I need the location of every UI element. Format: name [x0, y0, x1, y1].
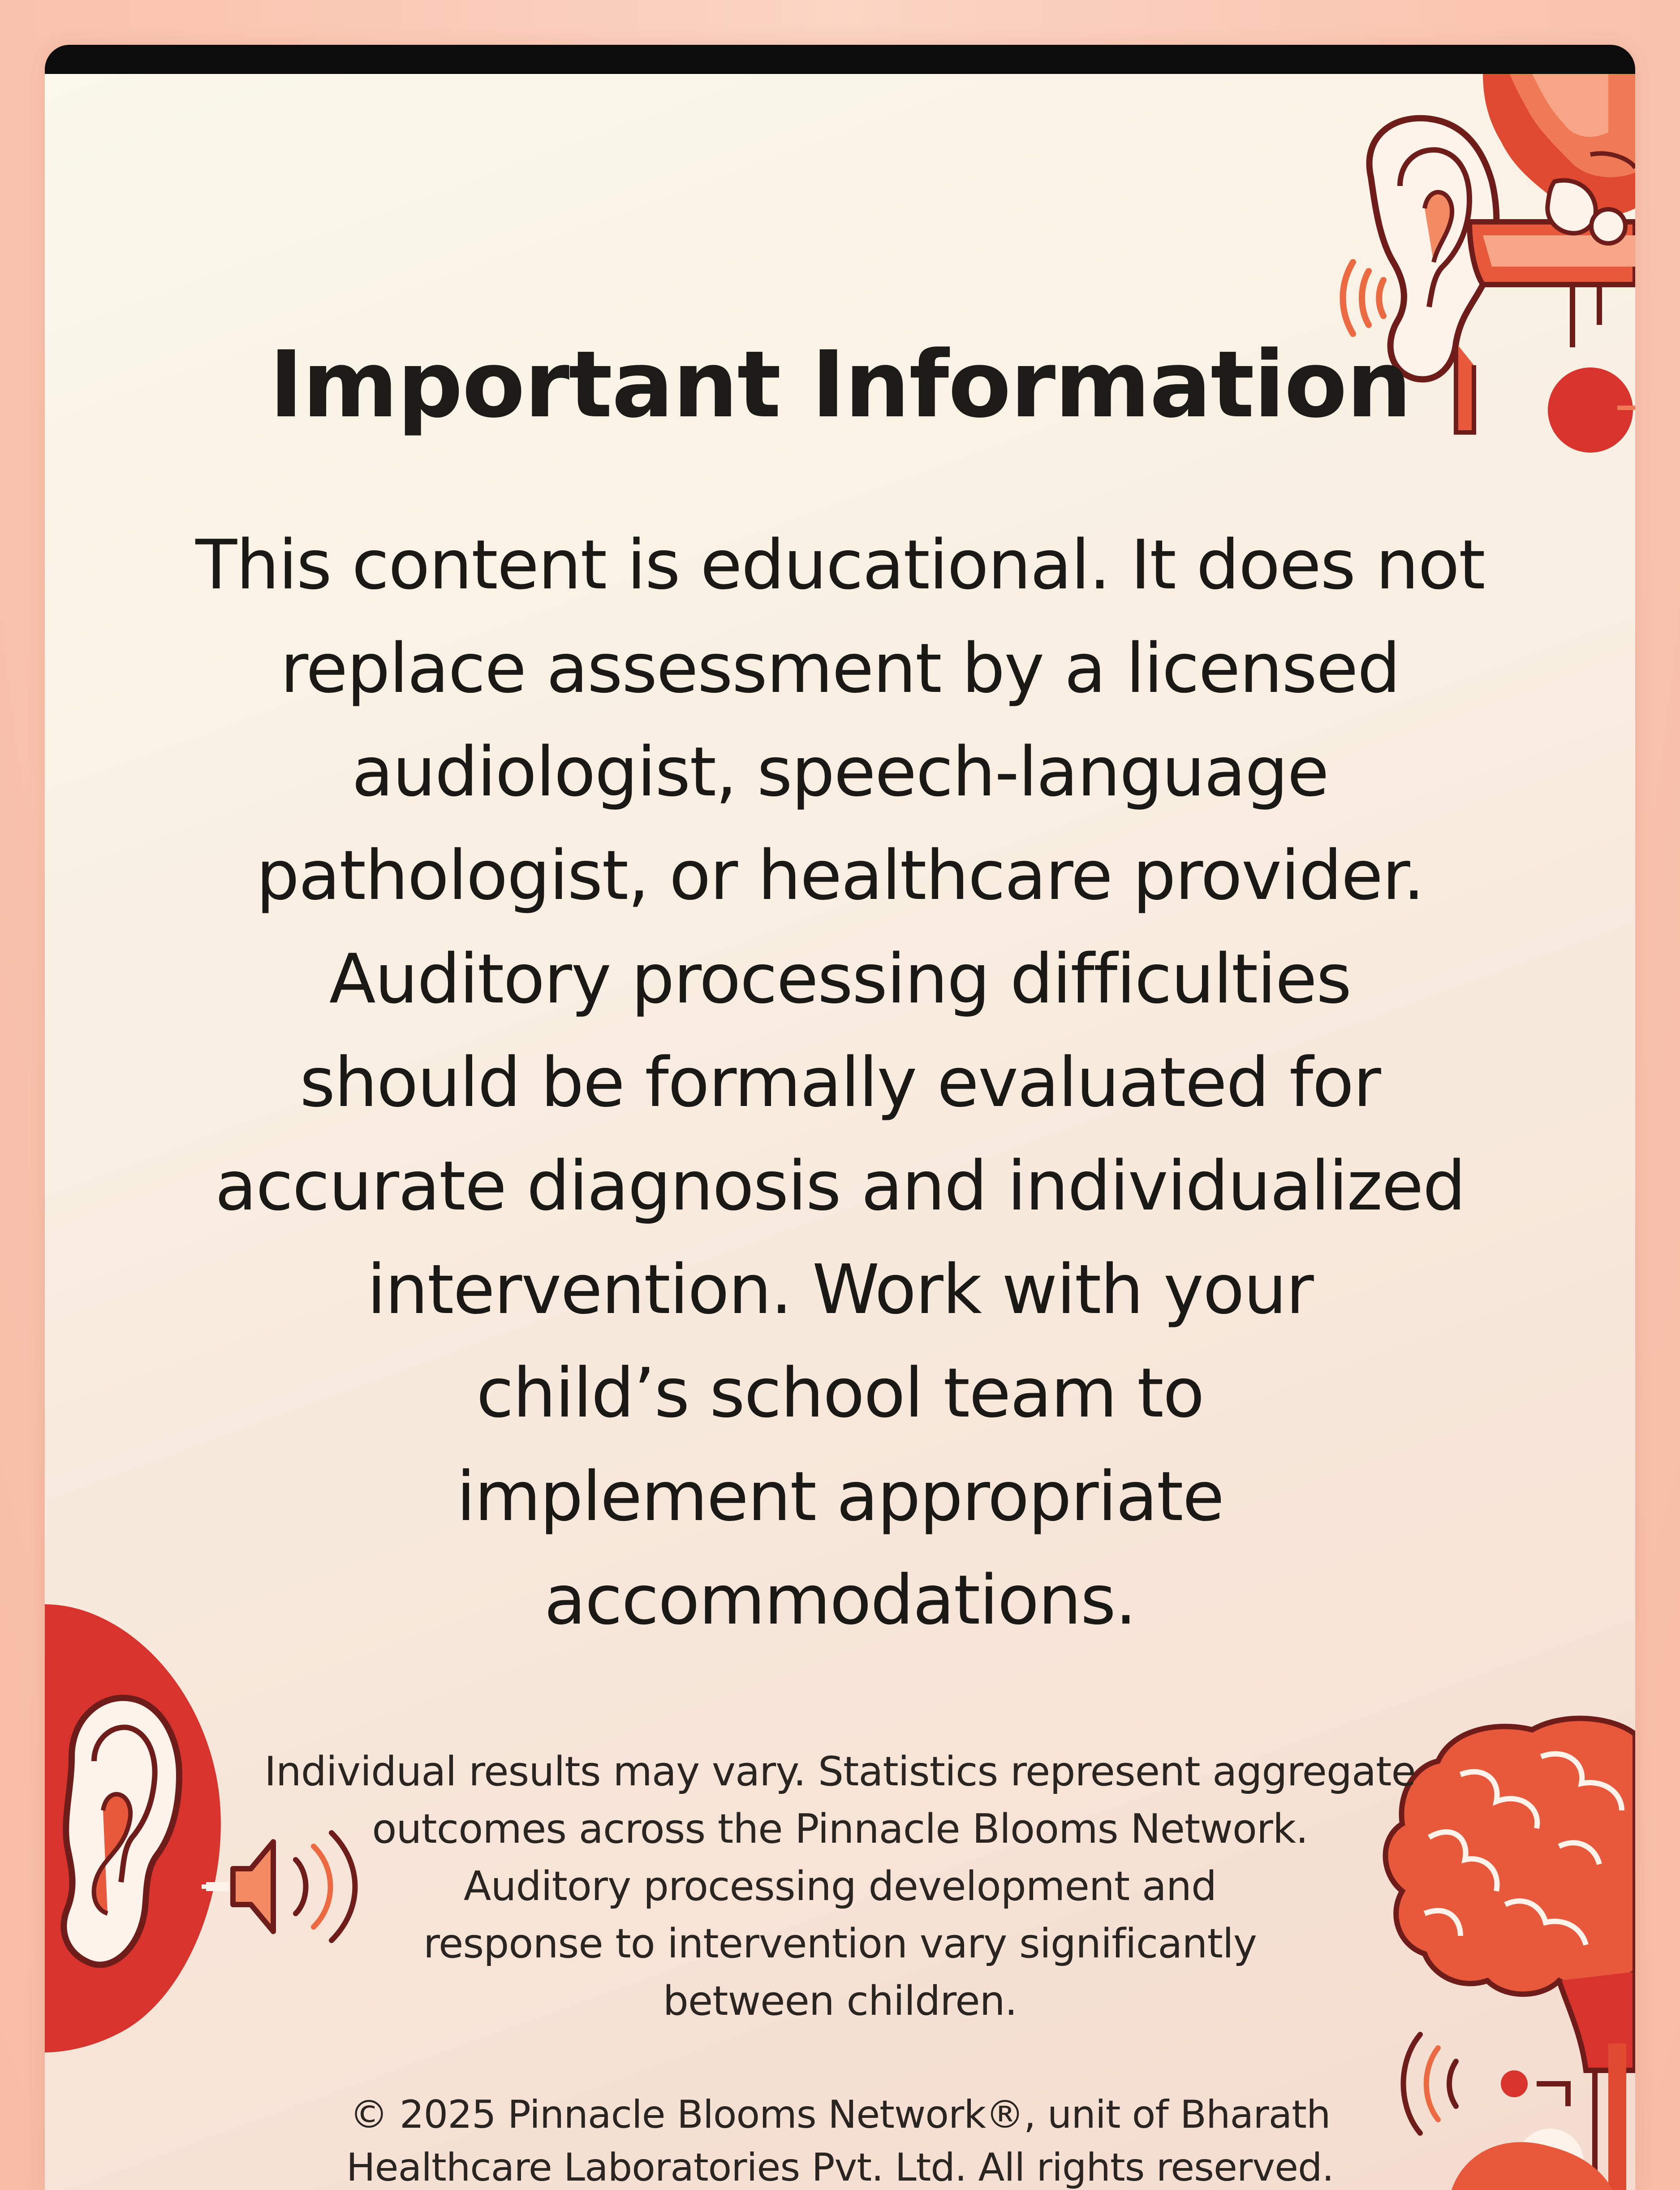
disclaimer-line: outcomes across the Pinnacle Blooms Network.: [372, 1806, 1308, 1853]
page-title: Important Information: [269, 332, 1411, 438]
disclaimer-line: between children.: [663, 1978, 1017, 2025]
body-line: pathologist, or healthcare provider.: [256, 836, 1424, 915]
copyright-notice: [215, 2088, 1465, 2190]
copyright-line: Healthcare Laboratories Pvt. Ltd. All rights reserved.: [346, 2145, 1334, 2190]
body-line: child’s school team to: [476, 1353, 1204, 1433]
disclaimer-text: [215, 1743, 1465, 2030]
copyright-line: © 2025 Pinnacle Blooms Network®, unit of Bharath: [349, 2092, 1331, 2137]
disclaimer-line: Individual results may vary. Statistics represent aggregate: [264, 1748, 1416, 1795]
disclaimer-line: Auditory processing development and: [463, 1863, 1217, 1910]
body-line: Auditory processing difficulties: [329, 939, 1351, 1019]
body-line: replace assessment by a licensed: [280, 629, 1400, 708]
card-top-bar: [45, 45, 1635, 74]
disclaimer-line: response to intervention vary significantly: [423, 1920, 1257, 1967]
body-line: This content is educational. It does not: [195, 525, 1485, 605]
body-line: accommodations.: [544, 1560, 1136, 1640]
body-line: intervention. Work with your: [367, 1250, 1313, 1329]
body-line: audiologist, speech-language: [352, 732, 1328, 812]
body-line: accurate diagnosis and individualized: [215, 1146, 1465, 1226]
info-card: [45, 45, 1635, 2190]
body-line: implement appropriate: [456, 1457, 1224, 1536]
body-line: should be formally evaluated for: [300, 1043, 1380, 1122]
body-paragraph: [179, 513, 1501, 1652]
